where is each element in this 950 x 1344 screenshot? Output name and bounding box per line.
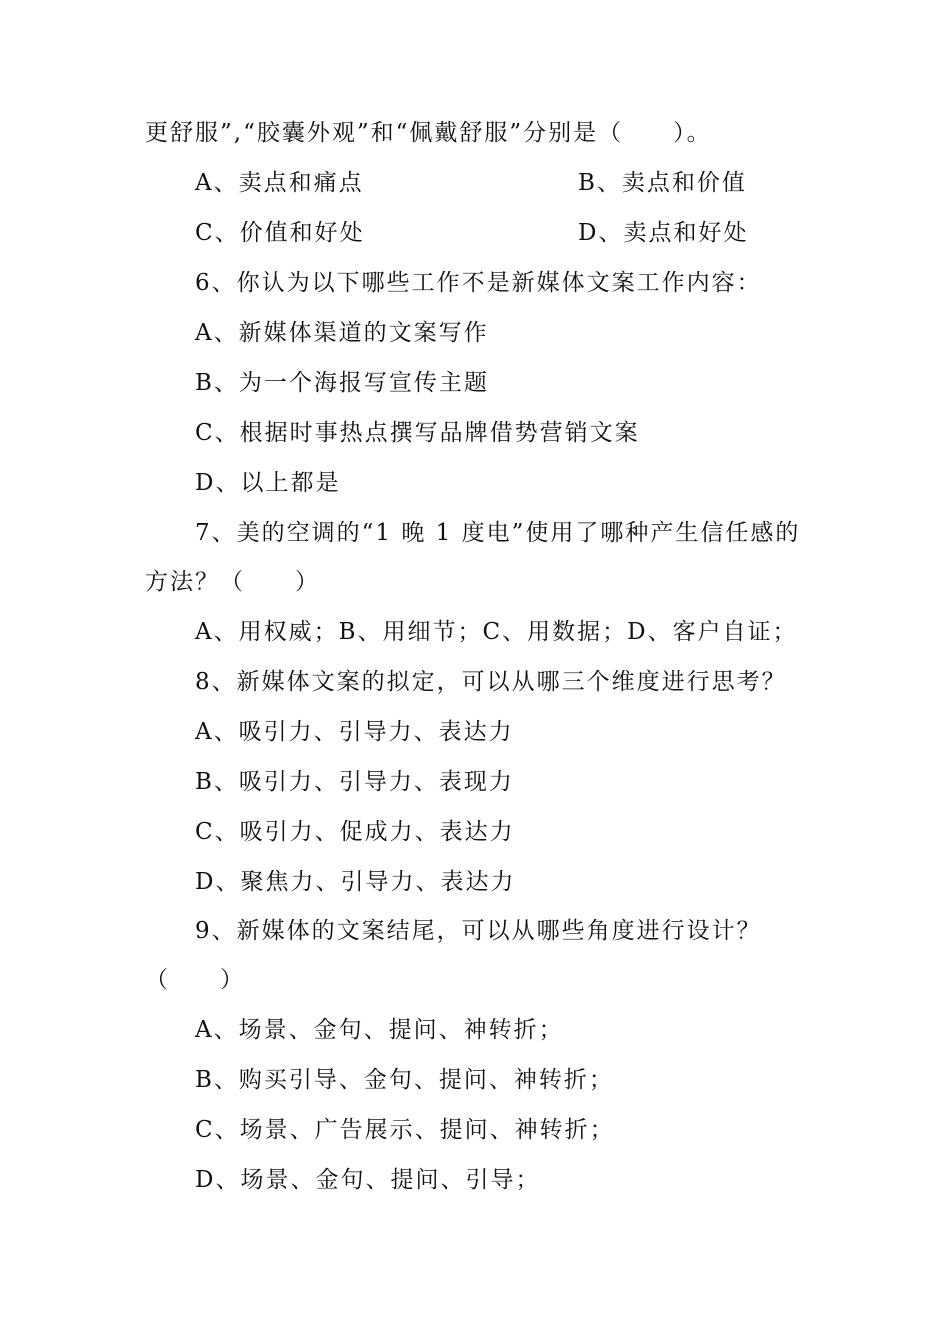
- q5-option-d: D、卖点和好处: [578, 220, 749, 246]
- q7-options: A、用权威；B、用细节；C、用数据；D、客户自证；: [195, 619, 798, 645]
- q5-option-a: A、卖点和痛点: [195, 170, 364, 196]
- q9-question-line1: 9、新媒体的文案结尾，可以从哪些角度进行设计？: [195, 918, 762, 944]
- q8-option-d: D、聚焦力、引导力、表达力: [195, 869, 516, 895]
- q7-question-line2: 方法？（ ）: [145, 569, 320, 595]
- q8-option-c: C、吸引力、促成力、表达力: [195, 819, 515, 845]
- q9-option-d: D、场景、金句、提问、引导；: [195, 1167, 541, 1193]
- q9-option-a: A、场景、金句、提问、神转折；: [195, 1017, 564, 1043]
- q6-option-c: C、根据时事热点撰写品牌借势营销文案: [195, 420, 640, 446]
- q6-option-a: A、新媒体渠道的文案写作: [195, 320, 489, 346]
- q9-question-line2: （ ）: [145, 967, 245, 993]
- q9-option-b: B、购买引导、金句、提问、神转折；: [195, 1067, 614, 1093]
- q6-option-d: D、以上都是: [195, 470, 341, 496]
- q6-question: 6、你认为以下哪些工作不是新媒体文案工作内容：: [195, 270, 762, 296]
- q8-question: 8、新媒体文案的拟定，可以从哪三个维度进行思考？: [195, 669, 787, 695]
- q9-option-c: C、场景、广告展示、提问、神转折；: [195, 1117, 615, 1143]
- q5-question-continuation: 更舒服”,“胶囊外观”和“佩戴舒服”分别是（ ）。: [145, 120, 712, 146]
- q7-question-line1: 7、美的空调的“1 晚 1 度电”使用了哪种产生信任感的: [195, 520, 801, 546]
- q8-option-b: B、吸引力、引导力、表现力: [195, 769, 514, 795]
- q5-option-b: B、卖点和价值: [578, 170, 747, 196]
- q6-option-b: B、为一个海报写宣传主题: [195, 370, 489, 396]
- q8-option-a: A、吸引力、引导力、表达力: [195, 719, 514, 745]
- q5-option-c: C、价值和好处: [195, 220, 365, 246]
